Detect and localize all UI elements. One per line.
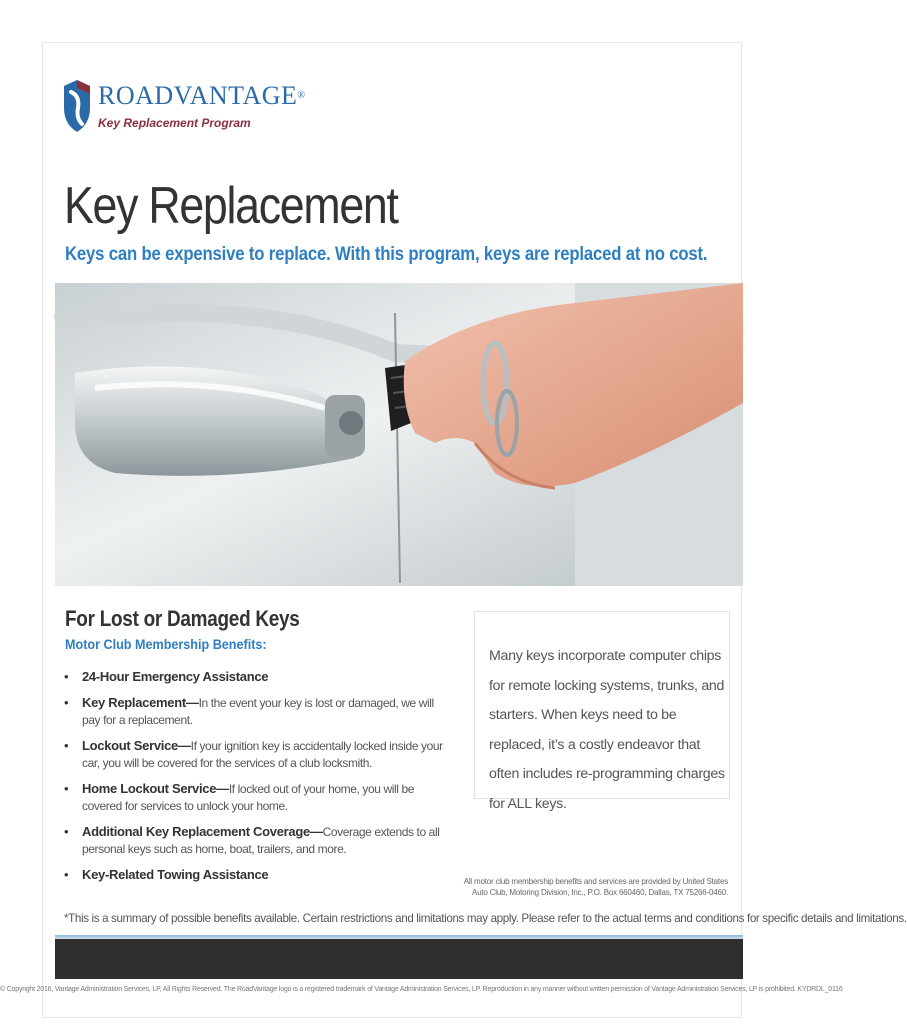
benefit-item bbox=[62, 866, 452, 884]
roadvantage-logo bbox=[62, 78, 306, 134]
bullet: • bbox=[64, 669, 69, 684]
bullet: • bbox=[64, 824, 69, 839]
benefit-name: 24-Hour Emergency Assistance bbox=[82, 669, 269, 684]
benefit-desc: In the event your key is lost or damaged, we will pay for a replacement. bbox=[82, 696, 434, 727]
section-subtitle: Motor Club Membership Benefits: bbox=[65, 636, 267, 652]
hero-photo bbox=[55, 283, 743, 586]
bullet: • bbox=[64, 781, 69, 796]
disclaimer: *This is a summary of possible benefits available. Certain restrictions and limitations may apply. Please refer to the actual terms and conditions for specific details and limitations. bbox=[64, 912, 907, 925]
benefit-name: Lockout Service— bbox=[82, 738, 191, 753]
shield-icon bbox=[62, 78, 92, 134]
car-door-key-photo bbox=[55, 283, 743, 586]
benefit-name: Additional Key Replacement Coverage— bbox=[82, 824, 323, 839]
benefit-item bbox=[62, 780, 452, 815]
page-title: Key Replacement bbox=[64, 177, 398, 235]
benefit-desc: Coverage extends to all personal keys such as home, boat, trailers, and more. bbox=[82, 825, 440, 856]
page-subtitle: Keys can be expensive to replace. With this program, keys are replaced at no cost. bbox=[65, 244, 708, 265]
benefit-desc: If your ignition key is accidentally locked inside your car, you will be covered for the services of a club locksmith. bbox=[82, 739, 443, 770]
logo-wordmark: ROADVANTAGE® bbox=[98, 81, 306, 110]
benefit-desc: If locked out of your home, you will be covered for services to unlock your home. bbox=[82, 782, 415, 813]
program-name: Key Replacement Program bbox=[98, 116, 251, 130]
callout-box bbox=[474, 611, 730, 812]
bullet: • bbox=[64, 867, 69, 882]
benefit-name: Key-Related Towing Assistance bbox=[82, 867, 269, 882]
section-title: For Lost or Damaged Keys bbox=[65, 606, 300, 631]
bullet: • bbox=[64, 695, 69, 710]
benefit-item bbox=[62, 737, 452, 772]
copyright-text: © Copyright 2016, Vantage Administration Services, LP, All Rights Reserved. The RoadVantage logo is a registered trademark of Vantage Administration Services, LP. Reproduction in any manner without written permission of Vantage Administration Services, LP is prohibited. KYDRDL_0116 bbox=[0, 986, 843, 993]
callout-text: Many keys incorporate computer chips for remote locking systems, trunks, and starters. When keys need to be replaced, it’s a costly endeavor that often includes re-programming charges for ALL keys. bbox=[489, 648, 725, 812]
benefit-item bbox=[62, 694, 452, 729]
benefit-item bbox=[62, 823, 452, 858]
footer-band bbox=[55, 939, 743, 979]
provider-note: All motor club membership benefits and services are provided by United States Auto Club, Motoring Division, Inc., P.O. Box 660460, Dallas, TX 75266-0460. bbox=[463, 877, 728, 897]
benefit-item bbox=[62, 668, 452, 686]
benefits-list bbox=[62, 668, 452, 892]
bullet: • bbox=[64, 738, 69, 753]
benefit-name: Home Lockout Service— bbox=[82, 781, 229, 796]
benefit-name: Key Replacement— bbox=[82, 695, 199, 710]
